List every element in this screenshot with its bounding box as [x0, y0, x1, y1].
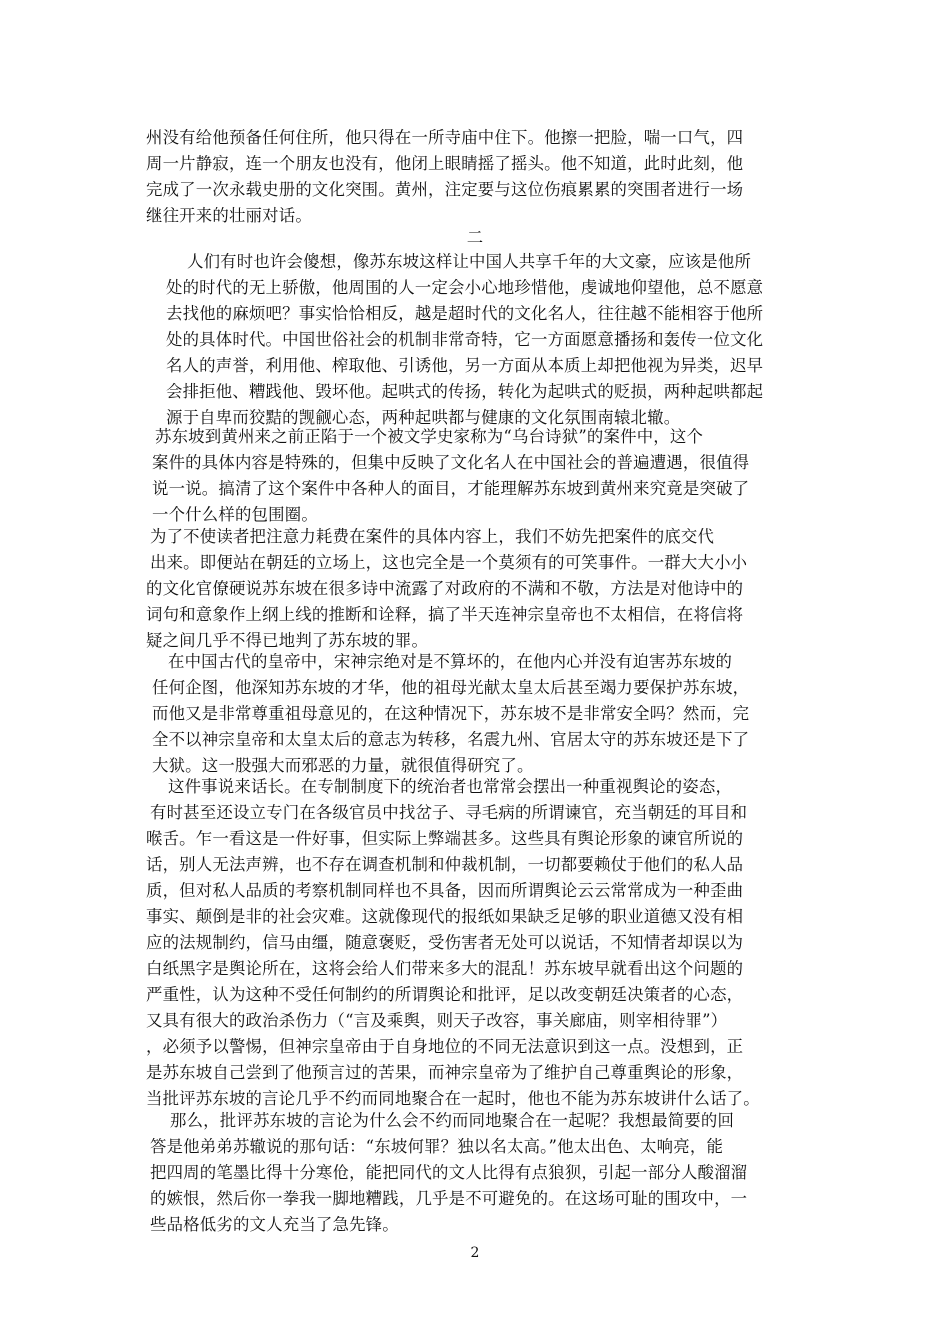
- text-line: 疑之间几乎不得已地判了苏东坡的罪。: [146, 631, 429, 650]
- text-line: 人们有时也许会傻想，像苏东坡这样让中国人共享千年的大文豪，应该是他所: [187, 252, 752, 271]
- text-line: 事实、颠倒是非的社会灾难。这就像现代的报纸如果缺乏足够的职业道德又没有相: [146, 907, 744, 926]
- section-heading: 二: [466, 228, 484, 247]
- text-line: 而他又是非常尊重祖母意见的，在这种情况下，苏东坡不是非常安全吗？然而，完: [152, 704, 750, 723]
- text-line: 是苏东坡自己尝到了他预言过的苦果，而神宗皇帝为了维护自己尊重舆论的形象，: [146, 1063, 744, 1082]
- text-line: 会排拒他、糟践他、毁坏他。起哄式的传扬，转化为起哄式的贬损，两种起哄都起: [166, 382, 764, 401]
- text-line: 的嫉恨，然后你一拳我一脚地糟践，几乎是不可避免的。在这场可耻的围攻中，一: [150, 1189, 748, 1208]
- text-line: 处的时代的无上骄傲，他周围的人一定会小心地珍惜他，虔诚地仰望他，总不愿意: [166, 278, 764, 297]
- text-line: 说一说。搞清了这个案件中各种人的面目，才能理解苏东坡到黄州来究竟是突破了: [152, 479, 750, 498]
- text-line: 全不以神宗皇帝和太皇太后的意志为转移，名震九州、官居太守的苏东坡还是下了: [152, 730, 750, 749]
- text-line: 完成了一次永载史册的文化突围。黄州，注定要与这位伤痕累累的突围者进行一场: [146, 180, 744, 199]
- text-line: 为了不使读者把注意力耗费在案件的具体内容上，我们不妨先把案件的底交代: [150, 527, 715, 546]
- text-line: 任何企图，他深知苏东坡的才华，他的祖母光献太皇太后甚至竭力要保护苏东坡，: [152, 678, 750, 697]
- text-line: 有时甚至还设立专门在各级官员中找岔子、寻毛病的所谓谏官，充当朝廷的耳目和: [150, 803, 748, 822]
- text-line: 案件的具体内容是特殊的，但集中反映了文化名人在中国社会的普遍遭遇，很值得: [152, 453, 750, 472]
- text-line: 州没有给他预备任何住所，他只得在一所寺庙中住下。他擦一把脸，喘一口气，四: [146, 128, 744, 147]
- text-line: 这件事说来话长。在专制制度下的统治者也常常会摆出一种重视舆论的姿态，: [168, 777, 733, 796]
- text-line: 严重性，认为这种不受任何制约的所谓舆论和批评，足以改变朝廷决策者的心态，: [146, 985, 744, 1004]
- text-line: 把四周的笔墨比得十分寒伧，能把同代的文人比得有点狼狈，引起一部分人酸溜溜: [150, 1163, 748, 1182]
- text-line: 继往开来的壮丽对话。: [146, 206, 312, 225]
- text-line: 一个什么样的包围圈。: [152, 505, 318, 524]
- text-line: 答是他弟弟苏辙说的那句话：“东坡何罪？独以名太高。”他太出色、太响亮，能: [150, 1137, 724, 1156]
- page-number: 2: [470, 1245, 480, 1261]
- text-line: 当批评苏东坡的言论几乎不约而同地聚合在一起时，他也不能为苏东坡讲什么话了。: [146, 1089, 760, 1108]
- text-line: 出来。即便站在朝廷的立场上，这也完全是一个莫须有的可笑事件。一群大大小小: [150, 553, 748, 572]
- text-line: 那么，批评苏东坡的言论为什么会不约而同地聚合在一起呢？我想最简要的回: [170, 1111, 735, 1130]
- text-line: 话，别人无法声辨，也不存在调查机制和仲裁机制，一切都要赖仗于他们的私人品: [146, 855, 744, 874]
- text-line: 词句和意象作上纲上线的推断和诠释，搞了半天连神宗皇帝也不太相信，在将信将: [146, 605, 744, 624]
- text-line: 些品格低劣的文人充当了急先锋。: [150, 1215, 399, 1234]
- text-line: 白纸黑字是舆论所在，这将会给人们带来多大的混乱！苏东坡早就看出这个问题的: [146, 959, 744, 978]
- text-line: 的文化官僚硬说苏东坡在很多诗中流露了对政府的不满和不敬，方法是对他诗中的: [146, 579, 744, 598]
- text-line: 在中国古代的皇帝中，宋神宗绝对是不算坏的，在他内心并没有迫害苏东坡的: [168, 652, 733, 671]
- text-line: 处的具体时代。中国世俗社会的机制非常奇特，它一方面愿意播扬和轰传一位文化: [166, 330, 764, 349]
- text-line: 名人的声誉，利用他、榨取他、引诱他，另一方面从本质上却把他视为异类，迟早: [166, 356, 764, 375]
- text-line: ，必须予以警惕，但神宗皇帝由于自身地位的不同无法意识到这一点。没想到，正: [146, 1037, 744, 1056]
- text-line: 源于自卑而狡黠的觊觎心态，两种起哄都与健康的文化氛围南辕北辙。: [166, 408, 681, 427]
- text-line: 去找他的麻烦吧？事实恰恰相反，越是超时代的文化名人，往往越不能相容于他所: [166, 304, 764, 323]
- text-line: 质，但对私人品质的考察机制同样也不具备，因而所谓舆论云云常常成为一种歪曲: [146, 881, 744, 900]
- text-line: 周一片静寂，连一个朋友也没有，他闭上眼睛摇了摇头。他不知道，此时此刻，他: [146, 154, 744, 173]
- text-line: 大狱。这一股强大而邪恶的力量，就很值得研究了。: [152, 756, 534, 775]
- text-line: 应的法规制约，信马由缰，随意褒贬，受伤害者无处可以说话，不知情者却误以为: [146, 933, 744, 952]
- text-line: 苏东坡到黄州来之前正陷于一个被文学史家称为“乌台诗狱”的案件中，这个: [155, 427, 704, 446]
- text-line: 又具有很大的政治杀伤力（“言及乘舆，则天子改容，事关廊庙，则宰相待罪”）: [146, 1011, 728, 1030]
- text-line: 喉舌。乍一看这是一件好事，但实际上弊端甚多。这些具有舆论形象的谏官所说的: [146, 829, 744, 848]
